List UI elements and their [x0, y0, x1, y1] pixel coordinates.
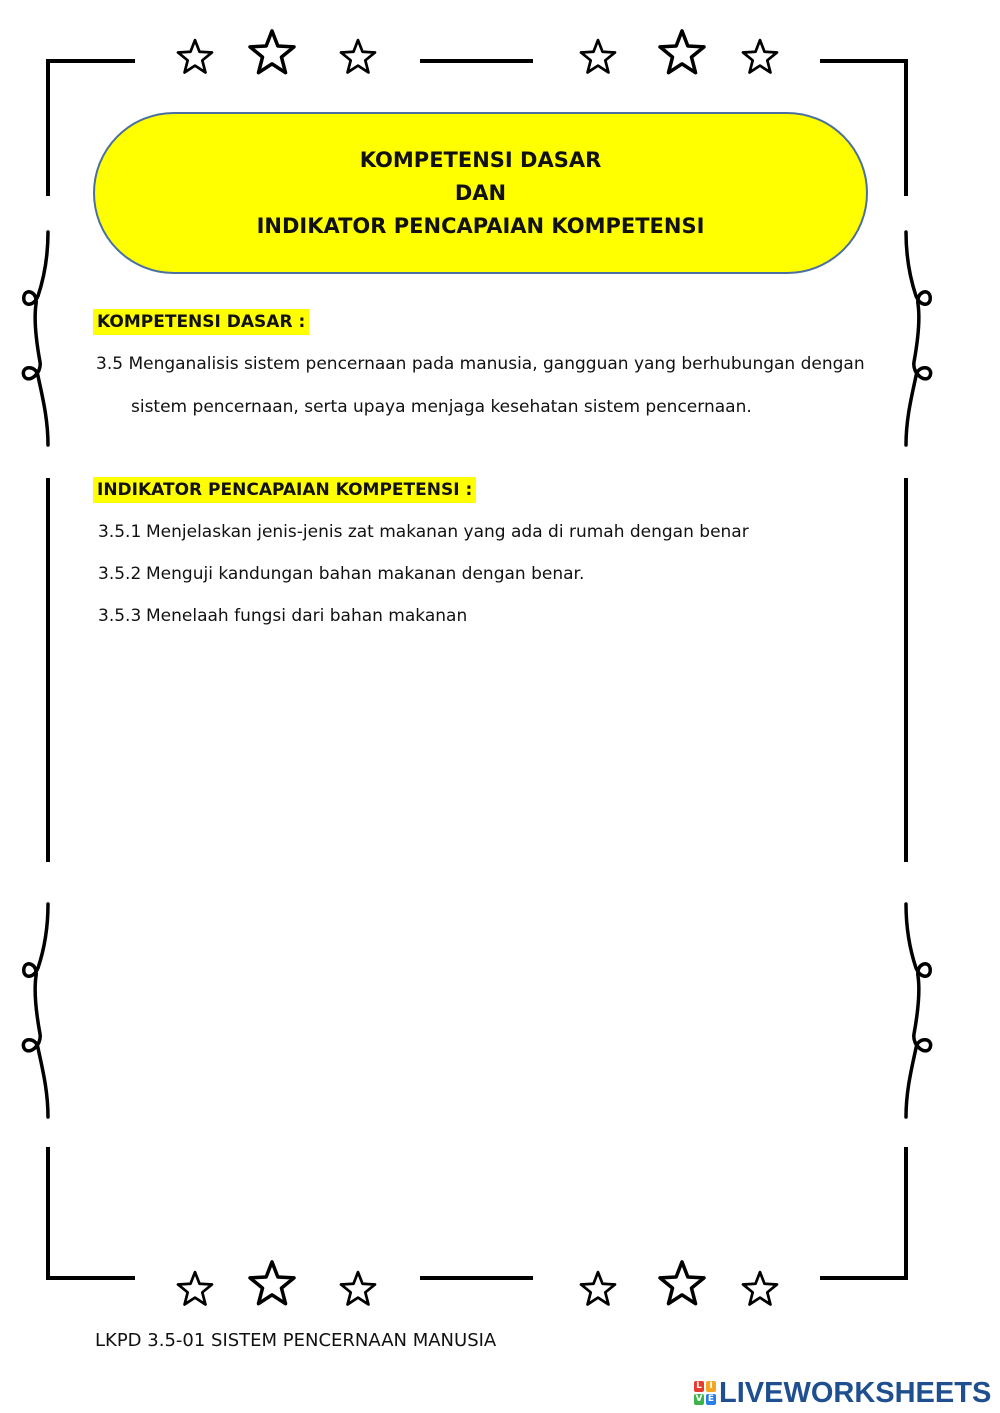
- star-icon: [660, 31, 704, 73]
- right-loop-upper: [906, 232, 931, 445]
- page-footer: LKPD 3.5-01 SISTEM PENCERNAAN MANUSIA: [95, 1330, 497, 1351]
- bottom-left-corner: [48, 1147, 135, 1278]
- star-icon: [341, 1272, 375, 1304]
- star-icon: [250, 1262, 294, 1304]
- indikator-text: Menguji kandungan bahan makanan dengan benar.: [146, 564, 585, 584]
- indikator-text: Menjelaskan jenis-jenis zat makanan yang ada di rumah dengan benar: [146, 522, 749, 542]
- brand-mark-letter: L: [694, 1381, 704, 1392]
- left-loop-upper: [23, 232, 48, 445]
- kompetensi-dasar-heading: KOMPETENSI DASAR :: [93, 309, 309, 335]
- star-icon: [250, 31, 294, 73]
- star-icon: [581, 1272, 615, 1304]
- brand-mark-letter: I: [706, 1381, 716, 1392]
- star-icon: [743, 40, 777, 72]
- kompetensi-dasar-line-1: 3.5 Menganalisis sistem pencernaan pada manusia, gangguan yang berhubungan dengan: [96, 354, 865, 374]
- brand-text: LIVEWORKSHEETS: [719, 1376, 992, 1409]
- star-icon: [660, 1262, 704, 1304]
- kompetensi-dasar-line-2: sistem pencernaan, serta upaya menjaga kesehatan sistem pencernaan.: [131, 397, 752, 417]
- title-line-3: INDIKATOR PENCAPAIAN KOMPETENSI: [256, 213, 705, 238]
- star-icon: [341, 40, 375, 72]
- liveworksheets-logo[interactable]: [694, 1376, 991, 1410]
- indikator-item: [98, 520, 749, 544]
- brand-mark-letter: E: [707, 1394, 715, 1404]
- indikator-heading: INDIKATOR PENCAPAIAN KOMPETENSI :: [93, 477, 476, 503]
- brand-mark-icon: [694, 1381, 716, 1405]
- indikator-text: Menelaah fungsi dari bahan makanan: [146, 606, 468, 626]
- title-banner: [93, 112, 868, 274]
- right-loop-lower: [906, 904, 931, 1117]
- brand-mark-letter: V: [695, 1394, 703, 1404]
- left-loop-lower: [23, 904, 48, 1117]
- bottom-right-corner: [820, 1147, 906, 1278]
- star-icon: [178, 1272, 212, 1304]
- indikator-number: 3.5.2: [98, 564, 142, 584]
- title-line-1: KOMPETENSI DASAR: [359, 147, 602, 172]
- title-line-2: DAN: [454, 180, 507, 205]
- indikator-number: 3.5.3: [98, 606, 142, 626]
- indikator-number: 3.5.1: [98, 522, 142, 542]
- star-icon: [581, 40, 615, 72]
- star-icon: [743, 1272, 777, 1304]
- star-icon: [178, 40, 212, 72]
- indikator-item: [98, 562, 584, 586]
- indikator-item: [98, 604, 467, 628]
